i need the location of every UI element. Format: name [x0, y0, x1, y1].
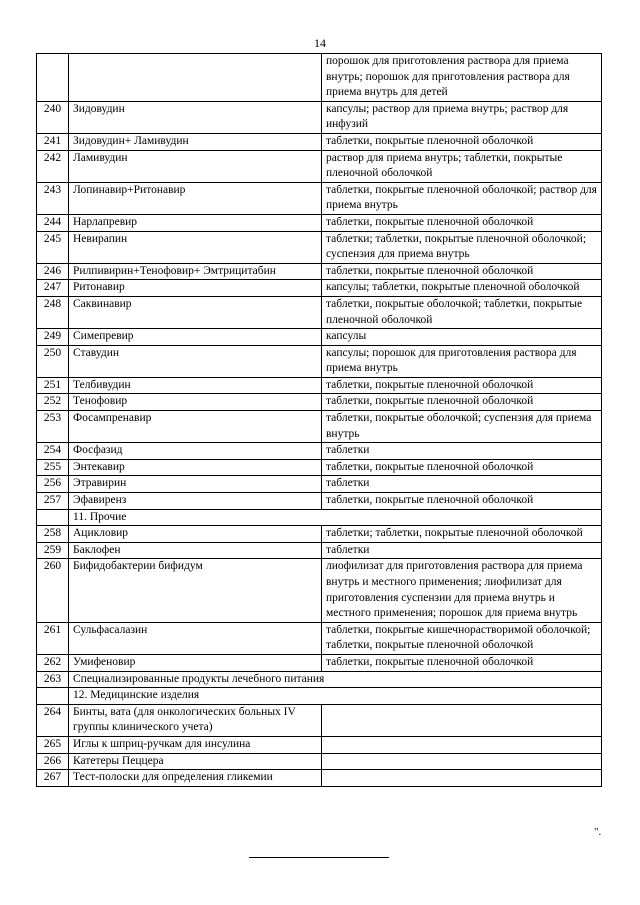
dosage-form: таблетки, покрытые пленочной оболочкой — [322, 654, 602, 671]
dosage-form: таблетки, покрытые кишечнорастворимой оболочкой; таблетки, покрытые пленочной оболочкой — [322, 622, 602, 654]
dosage-form: таблетки — [322, 542, 602, 559]
drug-name: Зидовудин — [69, 101, 322, 133]
table-row — [37, 736, 602, 753]
drug-name: Тенофовир — [69, 394, 322, 411]
table-row — [37, 280, 602, 297]
drug-name: Сульфасалазин — [69, 622, 322, 654]
table-row — [37, 770, 602, 787]
dosage-form: таблетки; таблетки, покрытые пленочной оболочкой — [322, 526, 602, 543]
table-row — [37, 559, 602, 622]
dosage-form: таблетки, покрытые оболочкой; таблетки, покрытые пленочной оболочкой — [322, 296, 602, 328]
table-row — [37, 459, 602, 476]
row-number: 253 — [37, 411, 69, 443]
table-row — [37, 182, 602, 214]
row-number: 255 — [37, 459, 69, 476]
row-number: 263 — [37, 671, 69, 688]
table-row — [37, 654, 602, 671]
dosage-form: раствор для приема внутрь; таблетки, покрытые пленочной оболочкой — [322, 150, 602, 182]
row-number: 244 — [37, 214, 69, 231]
drug-name: Зидовудин+ Ламивудин — [69, 133, 322, 150]
row-number: 247 — [37, 280, 69, 297]
table-row — [37, 526, 602, 543]
drug-name: Иглы к шприц-ручкам для инсулина — [69, 736, 322, 753]
row-number: 241 — [37, 133, 69, 150]
table-row — [37, 345, 602, 377]
table-row — [37, 411, 602, 443]
drug-name: Бифидобактерии бифидум — [69, 559, 322, 622]
dosage-form: таблетки, покрытые пленочной оболочкой — [322, 459, 602, 476]
drug-name: Рилпивирин+Тенофовир+ Эмтрицитабин — [69, 263, 322, 280]
row-number: 256 — [37, 476, 69, 493]
dosage-form: капсулы — [322, 329, 602, 346]
dosage-form: таблетки, покрытые пленочной оболочкой — [322, 493, 602, 510]
row-number: 252 — [37, 394, 69, 411]
row-number: 242 — [37, 150, 69, 182]
drug-name: Нарлапревир — [69, 214, 322, 231]
drug-name: Этравирин — [69, 476, 322, 493]
section-row — [37, 688, 602, 705]
table-row — [37, 394, 602, 411]
table-row — [37, 296, 602, 328]
dosage-form: таблетки — [322, 476, 602, 493]
footer-rule — [249, 857, 389, 858]
dosage-form — [322, 753, 602, 770]
drug-name: Энтекавир — [69, 459, 322, 476]
row-number: 245 — [37, 231, 69, 263]
drug-name: Катетеры Пеццера — [69, 753, 322, 770]
drug-name: Специализированные продукты лечебного питания — [69, 671, 602, 688]
section-title: 11. Прочие — [69, 509, 602, 526]
drug-name: Эфавиренз — [69, 493, 322, 510]
table-row — [37, 214, 602, 231]
table-row — [37, 133, 602, 150]
medication-table — [36, 53, 602, 787]
table-row — [37, 493, 602, 510]
dosage-form: таблетки, покрытые пленочной оболочкой — [322, 263, 602, 280]
drug-name: Невирапин — [69, 231, 322, 263]
table-row — [37, 622, 602, 654]
dosage-form: капсулы; таблетки, покрытые пленочной оболочкой — [322, 280, 602, 297]
dosage-form: капсулы; порошок для приготовления раствора для приема внутрь — [322, 345, 602, 377]
drug-name: Фосфазид — [69, 443, 322, 460]
drug-name: Ставудин — [69, 345, 322, 377]
drug-name: Ацикловир — [69, 526, 322, 543]
row-number: 262 — [37, 654, 69, 671]
drug-name: Умифеновир — [69, 654, 322, 671]
dosage-form: таблетки, покрытые пленочной оболочкой — [322, 394, 602, 411]
table-row — [37, 542, 602, 559]
table-row — [37, 150, 602, 182]
medication-table-body — [37, 54, 602, 787]
table-row — [37, 263, 602, 280]
table-row — [37, 671, 602, 688]
table-row — [37, 704, 602, 736]
table-row — [37, 231, 602, 263]
drug-name: Симепревир — [69, 329, 322, 346]
row-number: 259 — [37, 542, 69, 559]
table-row — [37, 329, 602, 346]
table-row — [37, 476, 602, 493]
dosage-form — [322, 736, 602, 753]
row-number: 264 — [37, 704, 69, 736]
page-number: 14 — [314, 36, 326, 50]
drug-name: Бинты, вата (для онкологических больных IV группы клинического учета) — [69, 704, 322, 736]
row-number: 261 — [37, 622, 69, 654]
dosage-form — [322, 704, 602, 736]
dosage-form: таблетки, покрытые пленочной оболочкой — [322, 133, 602, 150]
row-number: 251 — [37, 377, 69, 394]
row-number: 267 — [37, 770, 69, 787]
dosage-form: лиофилизат для приготовления раствора для приема внутрь и местного применения; лиофилизат для приготовления суспензии для приема внутрь и местного применения; порошок для приема внутрь — [322, 559, 602, 622]
section-title: 12. Медицинские изделия — [69, 688, 602, 705]
table-row — [37, 54, 602, 102]
row-number: 250 — [37, 345, 69, 377]
row-number: 246 — [37, 263, 69, 280]
row-number: 249 — [37, 329, 69, 346]
drug-name: Баклофен — [69, 542, 322, 559]
drug-name: Ламивудин — [69, 150, 322, 182]
dosage-form: таблетки, покрытые пленочной оболочкой — [322, 214, 602, 231]
drug-name: Ритонавир — [69, 280, 322, 297]
drug-name: Телбивудин — [69, 377, 322, 394]
row-number — [37, 509, 69, 526]
dosage-form: капсулы; раствор для приема внутрь; раствор для инфузий — [322, 101, 602, 133]
row-number: 265 — [37, 736, 69, 753]
drug-name — [69, 54, 322, 102]
table-row — [37, 753, 602, 770]
drug-name: Тест-полоски для определения гликемии — [69, 770, 322, 787]
row-number: 248 — [37, 296, 69, 328]
section-row — [37, 509, 602, 526]
row-number — [37, 688, 69, 705]
row-number: 260 — [37, 559, 69, 622]
row-number: 257 — [37, 493, 69, 510]
dosage-form: таблетки, покрытые оболочкой; суспензия для приема внутрь — [322, 411, 602, 443]
table-row — [37, 101, 602, 133]
dosage-form — [322, 770, 602, 787]
dosage-form: таблетки, покрытые пленочной оболочкой; раствор для приема внутрь — [322, 182, 602, 214]
dosage-form: порошок для приготовления раствора для приема внутрь; порошок для приготовления раствора для приема внутрь для детей — [322, 54, 602, 102]
row-number: 240 — [37, 101, 69, 133]
drug-name: Лопинавир+Ритонавир — [69, 182, 322, 214]
table-row — [37, 443, 602, 460]
dosage-form: таблетки; таблетки, покрытые пленочной оболочкой; суспензия для приема внутрь — [322, 231, 602, 263]
row-number — [37, 54, 69, 102]
closing-quote-mark: ". — [594, 826, 602, 838]
row-number: 266 — [37, 753, 69, 770]
row-number: 243 — [37, 182, 69, 214]
row-number: 254 — [37, 443, 69, 460]
table-row — [37, 377, 602, 394]
dosage-form: таблетки, покрытые пленочной оболочкой — [322, 377, 602, 394]
drug-name: Саквинавир — [69, 296, 322, 328]
drug-name: Фосампренавир — [69, 411, 322, 443]
row-number: 258 — [37, 526, 69, 543]
dosage-form: таблетки — [322, 443, 602, 460]
